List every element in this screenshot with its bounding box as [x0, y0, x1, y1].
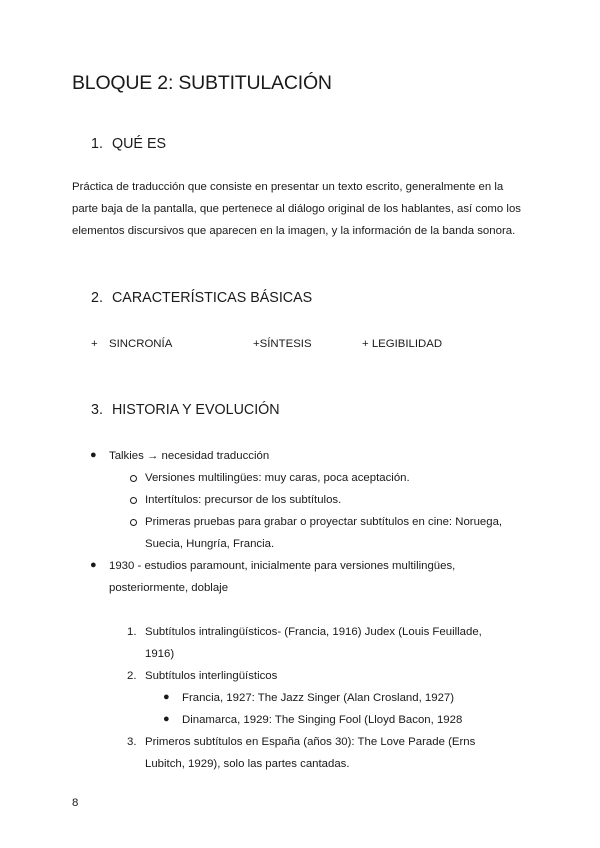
numbered-item-1-cont: 1916): [145, 648, 175, 660]
feature-sincronia: SINCRONÍA: [109, 338, 173, 350]
bullet-circle-icon: [130, 497, 137, 504]
bullet-disc-icon: ●: [163, 713, 170, 725]
sub-item-dinamarca: Dinamarca, 1929: The Singing Fool (Lloyd Bacon, 1928: [182, 714, 463, 726]
bullet-circle-icon: [130, 475, 137, 482]
section-1-paragraph: Práctica de traducción que consiste en presentar un texto escrito, generalmente en la parte baja de la pantalla, que pertenece al diálogo original de los hablantes, así como los elementos discursivos que aparecen en la imagen, y la información de la banda sonora.: [72, 181, 521, 237]
feature-plus: +: [91, 338, 98, 350]
page-number: 8: [72, 797, 79, 809]
numbered-item-3-number: 3.: [127, 736, 137, 748]
section-2-heading: [91, 290, 312, 306]
section-3-number: 3.: [91, 402, 103, 418]
sub-item-francia: Francia, 1927: The Jazz Singer (Alan Crosland, 1927): [182, 692, 455, 704]
feature-sintesis: +SÍNTESIS: [253, 338, 312, 350]
page-title: BLOQUE 2: SUBTITULACIÓN: [72, 72, 332, 94]
bullet-circle-icon: [130, 519, 137, 526]
bullet-disc-icon: ●: [163, 691, 170, 703]
list-item-versiones: Versiones multilingües: muy caras, poca aceptación.: [145, 472, 410, 484]
list-item-talkies: Talkies → necesidad traducción: [109, 450, 270, 462]
section-1-title: QUÉ ES: [111, 136, 167, 152]
numbered-item-1: Subtítulos intralingüísticos- (Francia, 1916) Judex (Louis Feuillade,: [145, 626, 482, 638]
section-3-heading: [91, 402, 280, 418]
section-2-number: 2.: [91, 290, 103, 306]
feature-legibilidad: + LEGIBILIDAD: [362, 338, 443, 350]
section-1-number: 1.: [91, 136, 103, 152]
section-1-heading: [91, 136, 166, 152]
list-item-primeras-pruebas-cont: Suecia, Hungría, Francia.: [145, 538, 275, 550]
numbered-item-2-number: 2.: [127, 670, 137, 682]
numbered-item-2: Subtítulos interlingüísticos: [145, 670, 278, 682]
bullet-disc-icon: ●: [90, 449, 97, 461]
list-item-primeras-pruebas: Primeras pruebas para grabar o proyectar subtítulos en cine: Noruega,: [145, 516, 503, 528]
numbered-item-3: Primeros subtítulos en España (años 30): The Love Parade (Erns: [145, 736, 476, 748]
list-item-1930-cont: posteriormente, doblaje: [109, 582, 229, 594]
list-item-intertitulos: Intertítulos: precursor de los subtítulos.: [145, 494, 342, 506]
section-2-title: CARACTERÍSTICAS BÁSICAS: [111, 290, 313, 306]
numbered-item-1-number: 1.: [127, 626, 137, 638]
bullet-disc-icon: ●: [90, 559, 97, 571]
numbered-item-3-cont: Lubitch, 1929), solo las partes cantadas.: [145, 758, 350, 770]
section-3-title: HISTORIA Y EVOLUCIÓN: [111, 402, 280, 418]
list-item-1930: 1930 - estudios paramount, inicialmente para versiones multilingües,: [109, 560, 456, 572]
